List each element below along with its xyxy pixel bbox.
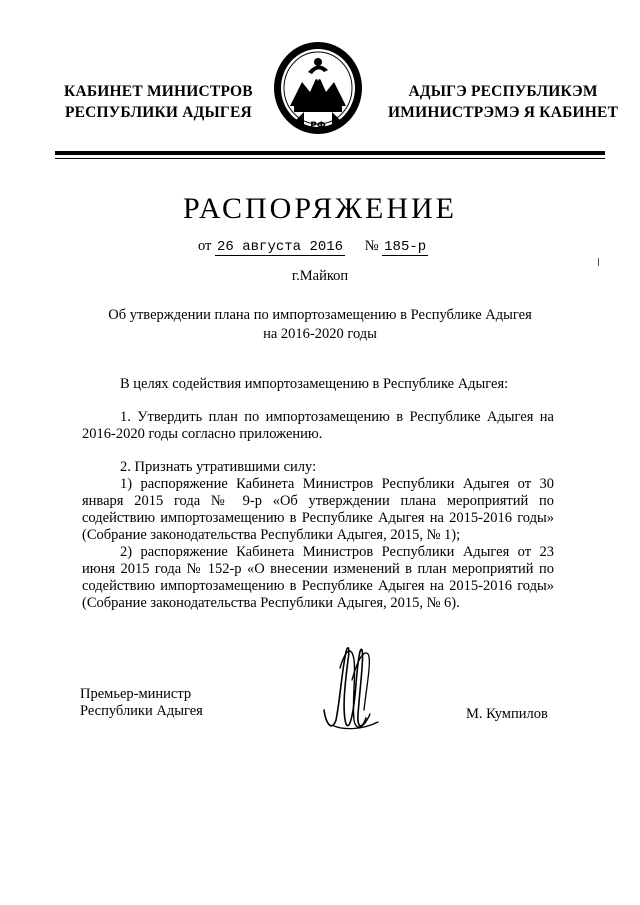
subject-line2: на 2016-2020 годы <box>263 326 377 342</box>
header-right <box>388 81 618 123</box>
header-left-line1: КАБИНЕТ МИНИСТРОВ <box>64 83 253 100</box>
header-left <box>64 81 253 123</box>
document-subject <box>80 306 560 344</box>
coat-of-arms-icon <box>270 36 366 136</box>
header-left-line2: РЕСПУБЛИКИ АДЫГЕЯ <box>64 104 252 121</box>
header-rule-thick <box>55 151 605 155</box>
document-body <box>82 376 554 612</box>
body-item1: 1. Утвердить план по импортозамещению в Республике Адыгея на 2016-2020 годы согласно приложению. <box>82 409 554 442</box>
position-line2: Республики Адыгея <box>80 703 203 719</box>
document-number: 185-р <box>384 239 427 255</box>
subject-line1: Об утверждении плана по импортозамещению в Республике Адыгея <box>108 307 532 323</box>
number-prefix: № <box>364 238 379 254</box>
scan-edge-mark <box>598 258 599 266</box>
body-item2-1: 1) распоряжение Кабинета Министров Республики Адыгея от 30 января 2015 года № 9-р «Об утверждении плана мероприятий по содействию импортозамещению в Республике Адыгея на 2015-2016 годы» (Собрание законодательства Республики Адыгея, 2015, № 1); <box>82 476 554 543</box>
document-date: 26 августа 2016 <box>217 239 344 255</box>
signatory-name: М. Кумпилов <box>466 706 548 722</box>
body-intro: В целях содействия импортозамещению в Республике Адыгея: <box>120 376 509 392</box>
document-title: РАСПОРЯЖЕНИЕ <box>182 192 458 225</box>
header-rule-thin <box>55 158 605 159</box>
body-item2: 2. Признать утратившими силу: <box>120 459 317 475</box>
body-item2-2: 2) распоряжение Кабинета Министров Республики Адыгея от 23 июня 2015 года № 152-р «О внесении изменений в план мероприятий по содействию импортозамещению в Республике Адыгея на 2015-2016 годы» (Собрание законодательства Республики Адыгея, 2015, № 6). <box>82 544 554 611</box>
handwritten-signature-icon <box>312 640 384 736</box>
signatory-position <box>80 686 203 720</box>
header-right-line2: ИМИНИСТРЭМЭ Я КАБИНЕТ <box>388 104 619 121</box>
date-prefix: от <box>198 238 212 254</box>
position-line1: Премьер-министр <box>80 686 192 702</box>
date-line <box>198 238 428 256</box>
document-city: г.Майкоп <box>291 268 349 284</box>
header-right-line1: АДЫГЭ РЕСПУБЛИКЭМ <box>408 83 598 100</box>
emblem-rf-text: РФ <box>310 121 326 131</box>
